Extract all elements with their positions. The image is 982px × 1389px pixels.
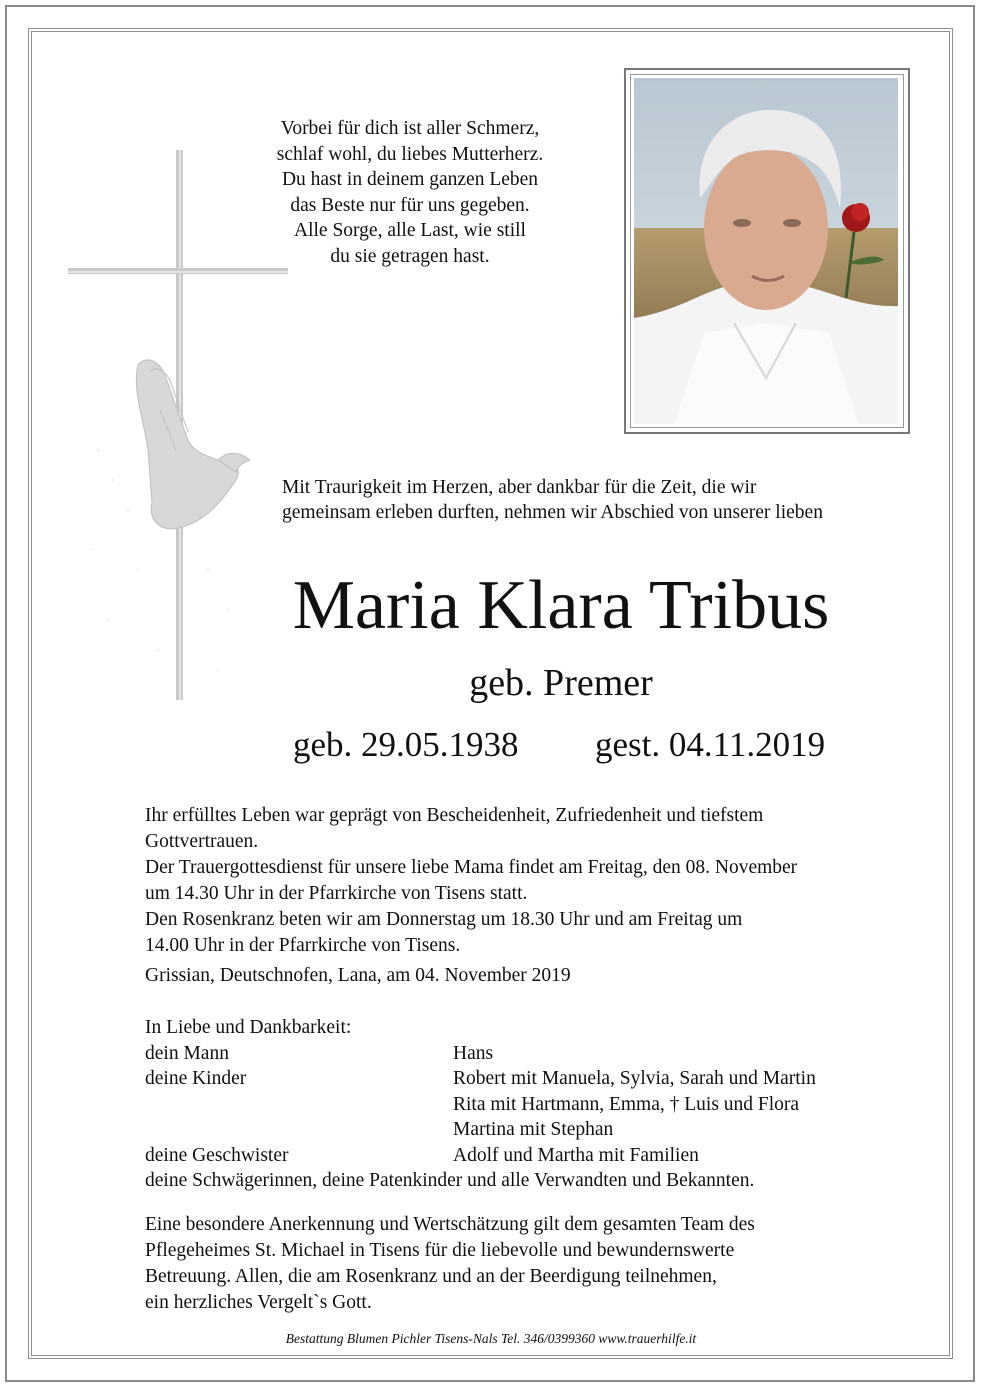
closing-line: ein herzliches Vergelt`s Gott. xyxy=(145,1292,372,1313)
relation: dein Mann xyxy=(145,1042,229,1064)
names: Robert mit Manuela, Sylvia, Sarah und Martin xyxy=(453,1068,816,1089)
poem xyxy=(240,116,580,269)
family-row xyxy=(145,1143,945,1169)
family-closing-line: deine Schwägerinnen, deine Patenkinder und alle Verwandten und Bekannten. xyxy=(145,1170,755,1191)
family-list xyxy=(145,1015,945,1194)
family-heading: In Liebe und Dankbarkeit: xyxy=(145,1017,352,1038)
poem-line: Vorbei für dich ist aller Schmerz, xyxy=(280,118,540,139)
body-line: Den Rosenkranz beten wir am Donnerstag um 18.30 Uhr und am Freitag um xyxy=(145,909,743,930)
place-date-line: Grissian, Deutschnofen, Lana, am 04. November 2019 xyxy=(145,965,571,986)
family-row xyxy=(145,1092,945,1118)
relation: deine Geschwister xyxy=(145,1144,289,1166)
body-line: 14.00 Uhr in der Pfarrkirche von Tisens. xyxy=(145,935,461,956)
relation xyxy=(145,1117,453,1143)
portrait-photo xyxy=(634,78,898,424)
names: Adolf und Martha mit Familien xyxy=(453,1144,699,1166)
service-info xyxy=(145,803,945,989)
family-row xyxy=(145,1041,945,1067)
body-line: Gottvertrauen. xyxy=(145,831,259,852)
poem-line: Du hast in deinem ganzen Leben xyxy=(281,169,539,190)
deceased-name: Maria Klara Tribus xyxy=(292,567,830,644)
closing-line: Betreuung. Allen, die am Rosenkranz und an der Beerdigung teilnehmen, xyxy=(145,1266,717,1287)
closing-line: Eine besondere Anerkennung und Wertschätzung gilt dem gesamten Team des xyxy=(145,1214,755,1235)
family-row xyxy=(145,1117,945,1143)
maiden-name: geb. Premer xyxy=(469,662,653,704)
names: Rita mit Hartmann, Emma, † Luis und Flora xyxy=(453,1093,800,1115)
closing-line: Pflegeheimes St. Michael in Tisens für die liebevolle und bewundernswerte xyxy=(145,1240,735,1261)
death-date: gest. 04.11.2019 xyxy=(595,725,826,764)
body-line: Ihr erfülltes Leben war geprägt von Bescheidenheit, Zufriedenheit und tiefstem xyxy=(145,805,764,826)
poem-line: du sie getragen hast. xyxy=(330,245,490,267)
portrait-frame xyxy=(624,68,910,434)
relation xyxy=(145,1092,453,1118)
body-line: um 14.30 Uhr in der Pfarrkirche von Tisens statt. xyxy=(145,883,528,904)
poem-line: Alle Sorge, alle Last, wie still xyxy=(294,220,526,241)
names: Martina mit Stephan xyxy=(453,1119,614,1140)
intro-text xyxy=(282,475,962,525)
birth-date: geb. 29.05.1938 xyxy=(293,725,519,764)
intro-line: gemeinsam erleben durften, nehmen wir Abschied von unserer lieben xyxy=(282,502,823,523)
funeral-home-footer: Bestattung Blumen Pichler Tisens-Nals Tel. 346/0399360 www.trauerhilfe.it xyxy=(285,1331,697,1346)
poem-line: das Beste nur für uns gegeben. xyxy=(290,194,530,216)
family-row xyxy=(145,1066,945,1092)
body-line: Der Trauergottesdienst für unsere liebe Mama findet am Freitag, den 08. November xyxy=(145,857,798,878)
relation: deine Kinder xyxy=(145,1068,247,1089)
poem-line: schlaf wohl, du liebes Mutterherz. xyxy=(276,143,544,165)
names: Hans xyxy=(453,1042,494,1064)
intro-line: Mit Traurigkeit im Herzen, aber dankbar für die Zeit, die wir xyxy=(282,477,757,498)
acknowledgement xyxy=(145,1212,945,1316)
